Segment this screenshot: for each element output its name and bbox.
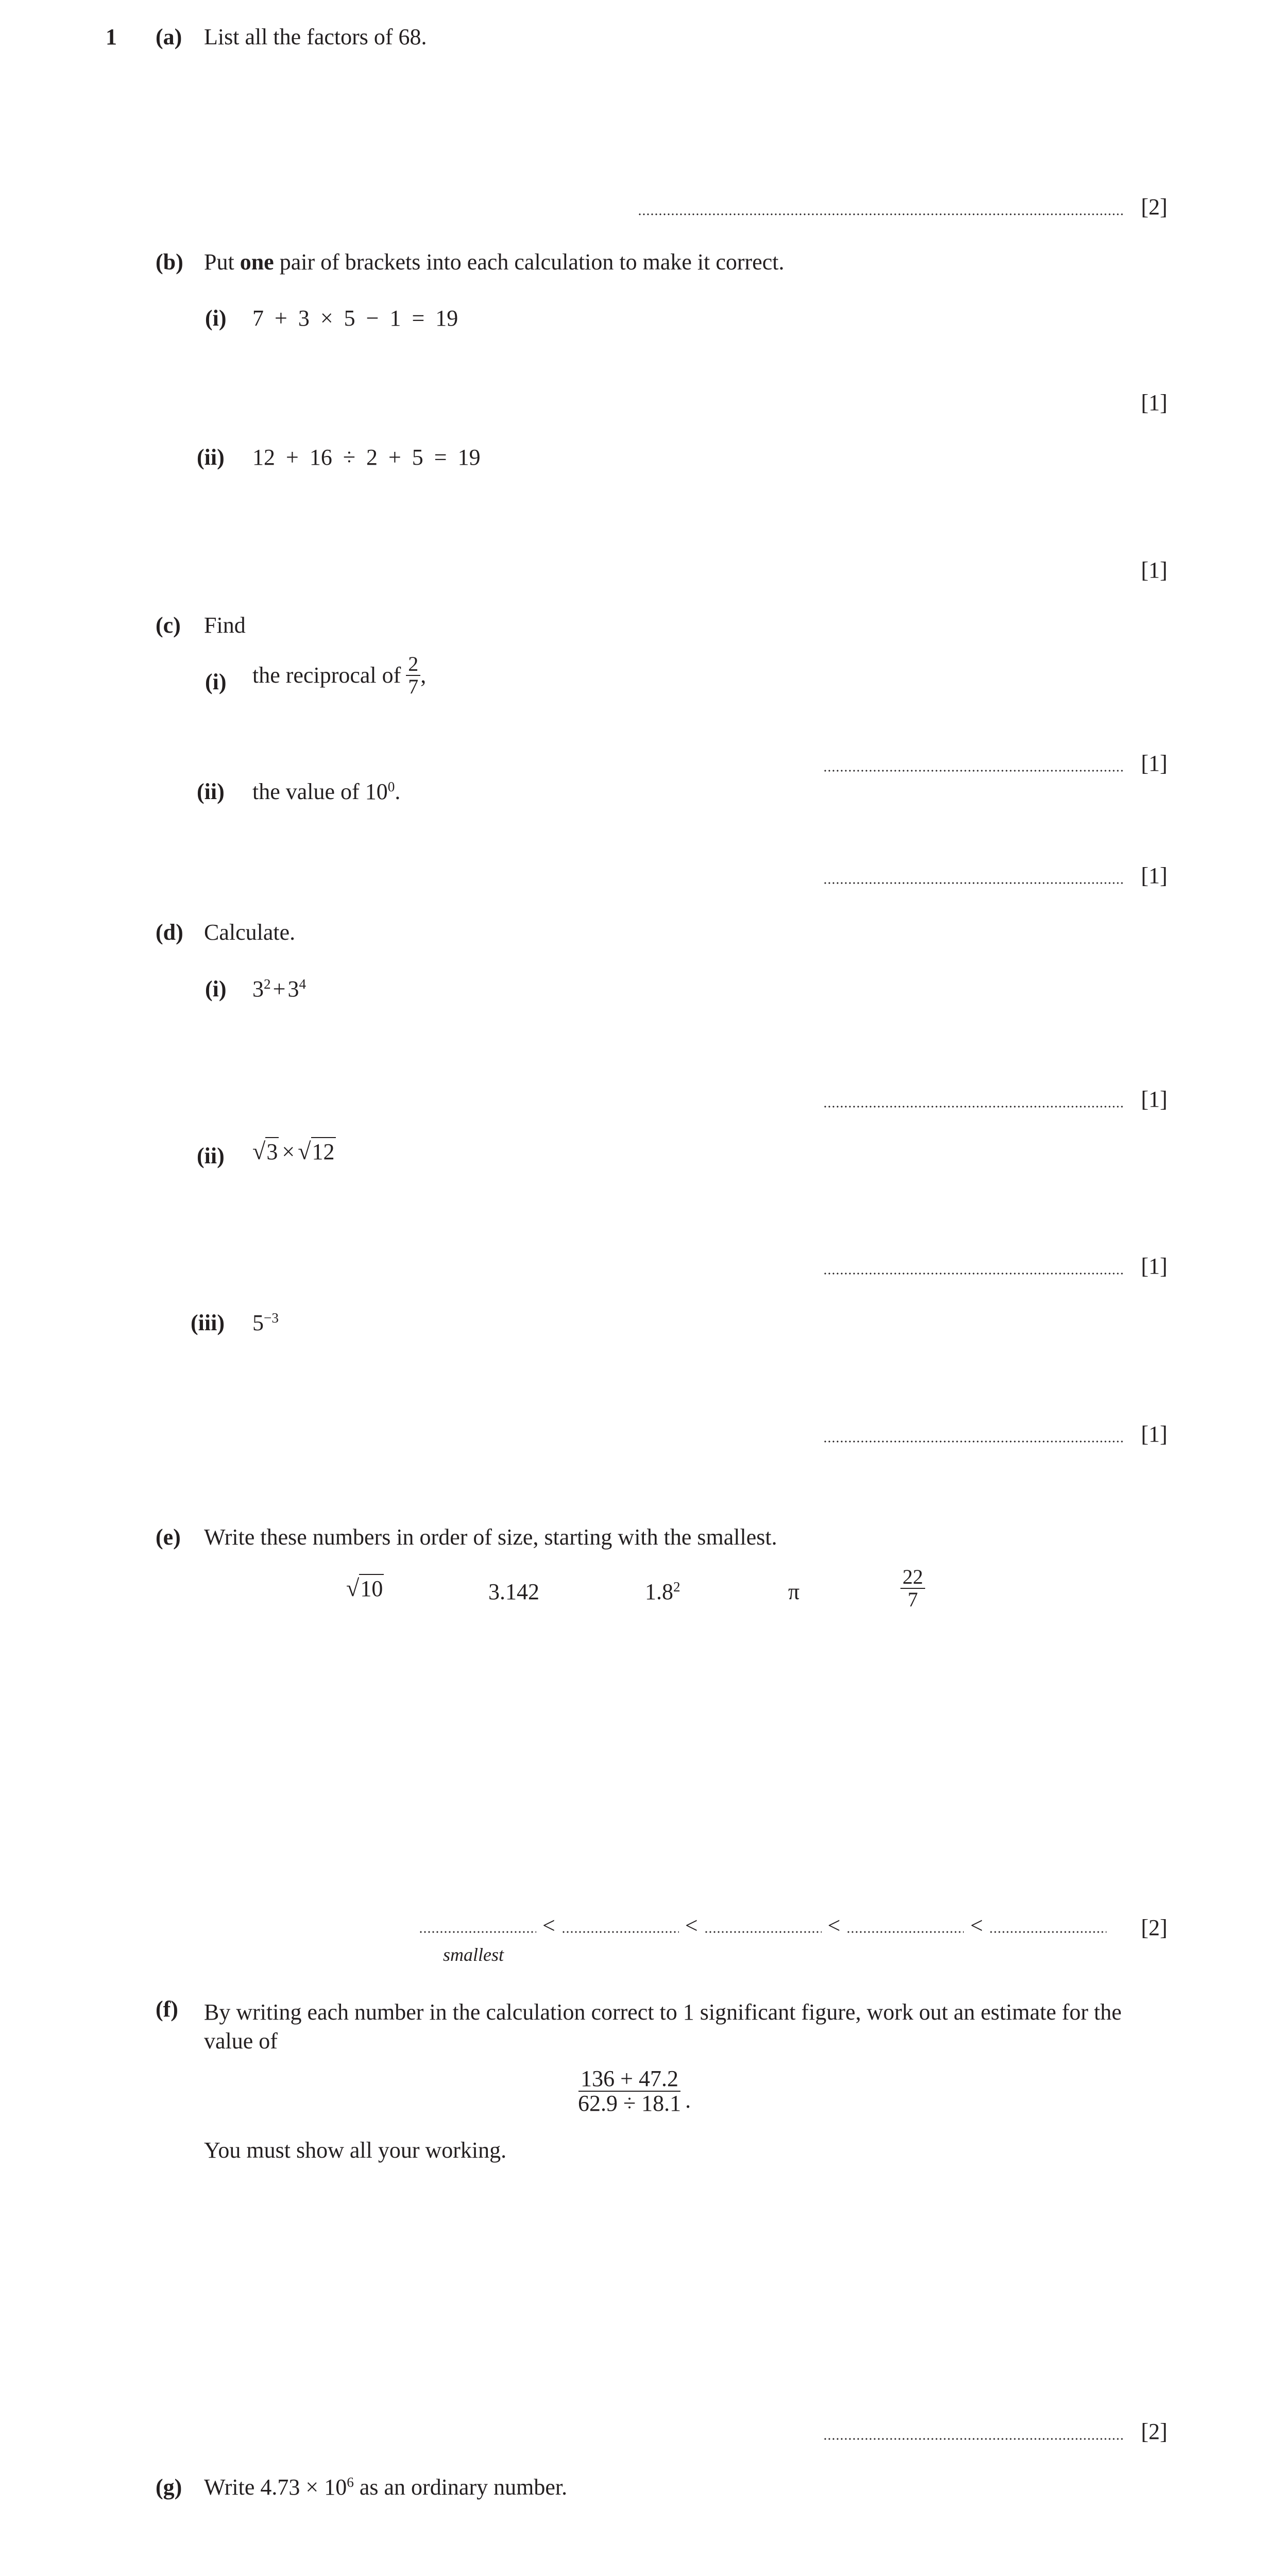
part-b-text: Put one pair of brackets into each calculation to make it correct.	[204, 249, 785, 275]
answer-line-c-i[interactable]	[823, 770, 1123, 772]
part-g-text: Write $4.73 \times 10^6$ as an ordinary number.	[204, 2475, 568, 2500]
part-f-label: (f)	[156, 1996, 178, 2022]
answer-line-d-ii[interactable]	[823, 1273, 1123, 1275]
mark-d-ii: [1]	[1141, 1253, 1168, 1279]
part-c-text: Find	[204, 613, 246, 638]
order-answer-row	[419, 1914, 1106, 1937]
part-d-iii-label: (iii)	[191, 1310, 225, 1335]
part-d-i-expr: $3^2+3^4$	[252, 976, 306, 1002]
part-g-label: (g)	[156, 2475, 182, 2500]
part-e-label: (e)	[156, 1524, 181, 1550]
order-slot-1[interactable]	[419, 1931, 536, 1933]
part-f-instruction: You must show all your working.	[204, 2138, 507, 2163]
answer-line-c-ii[interactable]	[823, 882, 1123, 884]
number-1-8-squared: $1.8^2$	[645, 1579, 680, 1604]
less-than-1: <	[542, 1913, 555, 1938]
question-number: 1	[106, 24, 117, 49]
part-d-ii-expr: √3 × √12	[252, 1138, 335, 1164]
order-slot-5[interactable]	[989, 1931, 1106, 1933]
less-than-3: <	[827, 1913, 841, 1938]
order-slot-2[interactable]	[561, 1931, 679, 1933]
mark-a: [2]	[1141, 194, 1168, 219]
mark-c-ii: [1]	[1141, 863, 1168, 888]
mark-d-iii: [1]	[1141, 1421, 1168, 1447]
answer-line-d-iii[interactable]	[823, 1440, 1123, 1443]
number-22-over-7: $\frac{22}{7}$	[900, 1566, 925, 1611]
less-than-2: <	[685, 1913, 698, 1938]
part-b-ii-calc: 12 + 16 ÷ 2 + 5 = 19	[252, 445, 481, 470]
part-d-text: Calculate.	[204, 920, 296, 945]
part-b-i-calc: 7 + 3 × 5 − 1 = 19	[252, 306, 458, 331]
part-d-label: (d)	[156, 920, 183, 945]
mark-b-ii: [1]	[1141, 557, 1168, 583]
part-e-text: Write these numbers in order of size, starting with the smallest.	[204, 1524, 777, 1550]
part-b-label: (b)	[156, 249, 183, 275]
part-c-ii-label: (ii)	[197, 779, 225, 804]
order-slot-4[interactable]	[846, 1931, 964, 1933]
mark-d-i: [1]	[1141, 1087, 1168, 1112]
number-3-142: 3.142	[488, 1579, 539, 1604]
sqrt-12: √12	[298, 1138, 335, 1164]
mark-c-i: [1]	[1141, 751, 1168, 776]
part-c-ii-text: the value of $10^0$.	[252, 779, 401, 804]
mark-f: [2]	[1141, 2419, 1168, 2444]
answer-line-a[interactable]	[638, 213, 1123, 215]
part-c-i-text: the reciprocal of $\frac{2}{7}$ ,	[252, 652, 427, 698]
number-sqrt-10: √10	[346, 1575, 383, 1601]
mark-b-i: [1]	[1141, 390, 1168, 415]
part-d-ii-label: (ii)	[197, 1143, 225, 1168]
part-f-fraction: $\frac{136 + 47.2}{62.9 \div 18.1}$ .	[578, 2066, 691, 2116]
mark-e: [2]	[1141, 1915, 1168, 1940]
part-c-label: (c)	[156, 613, 181, 638]
order-slot-3[interactable]	[704, 1931, 822, 1933]
answer-line-f[interactable]	[823, 2438, 1123, 2440]
part-f-text: By writing each number in the calculation correct to 1 significant figure, work out an estimate for the value of	[204, 1999, 1122, 2054]
fraction-2-7: $\frac{2}{7}$	[406, 653, 420, 698]
part-b-i-label: (i)	[205, 306, 227, 331]
part-b-ii-label: (ii)	[197, 445, 225, 470]
less-than-4: <	[970, 1913, 983, 1938]
smallest-caption: smallest	[443, 1944, 504, 1965]
part-c-i-label: (i)	[205, 669, 227, 694]
part-d-iii-expr: $5^{-3}$	[252, 1310, 279, 1335]
answer-line-d-i[interactable]	[823, 1106, 1123, 1108]
part-a-text: List all the factors of 68.	[204, 24, 427, 49]
part-d-i-label: (i)	[205, 976, 227, 1002]
part-a-label: (a)	[156, 24, 182, 49]
sqrt-3: √3	[252, 1138, 278, 1164]
number-pi: π	[788, 1579, 800, 1604]
